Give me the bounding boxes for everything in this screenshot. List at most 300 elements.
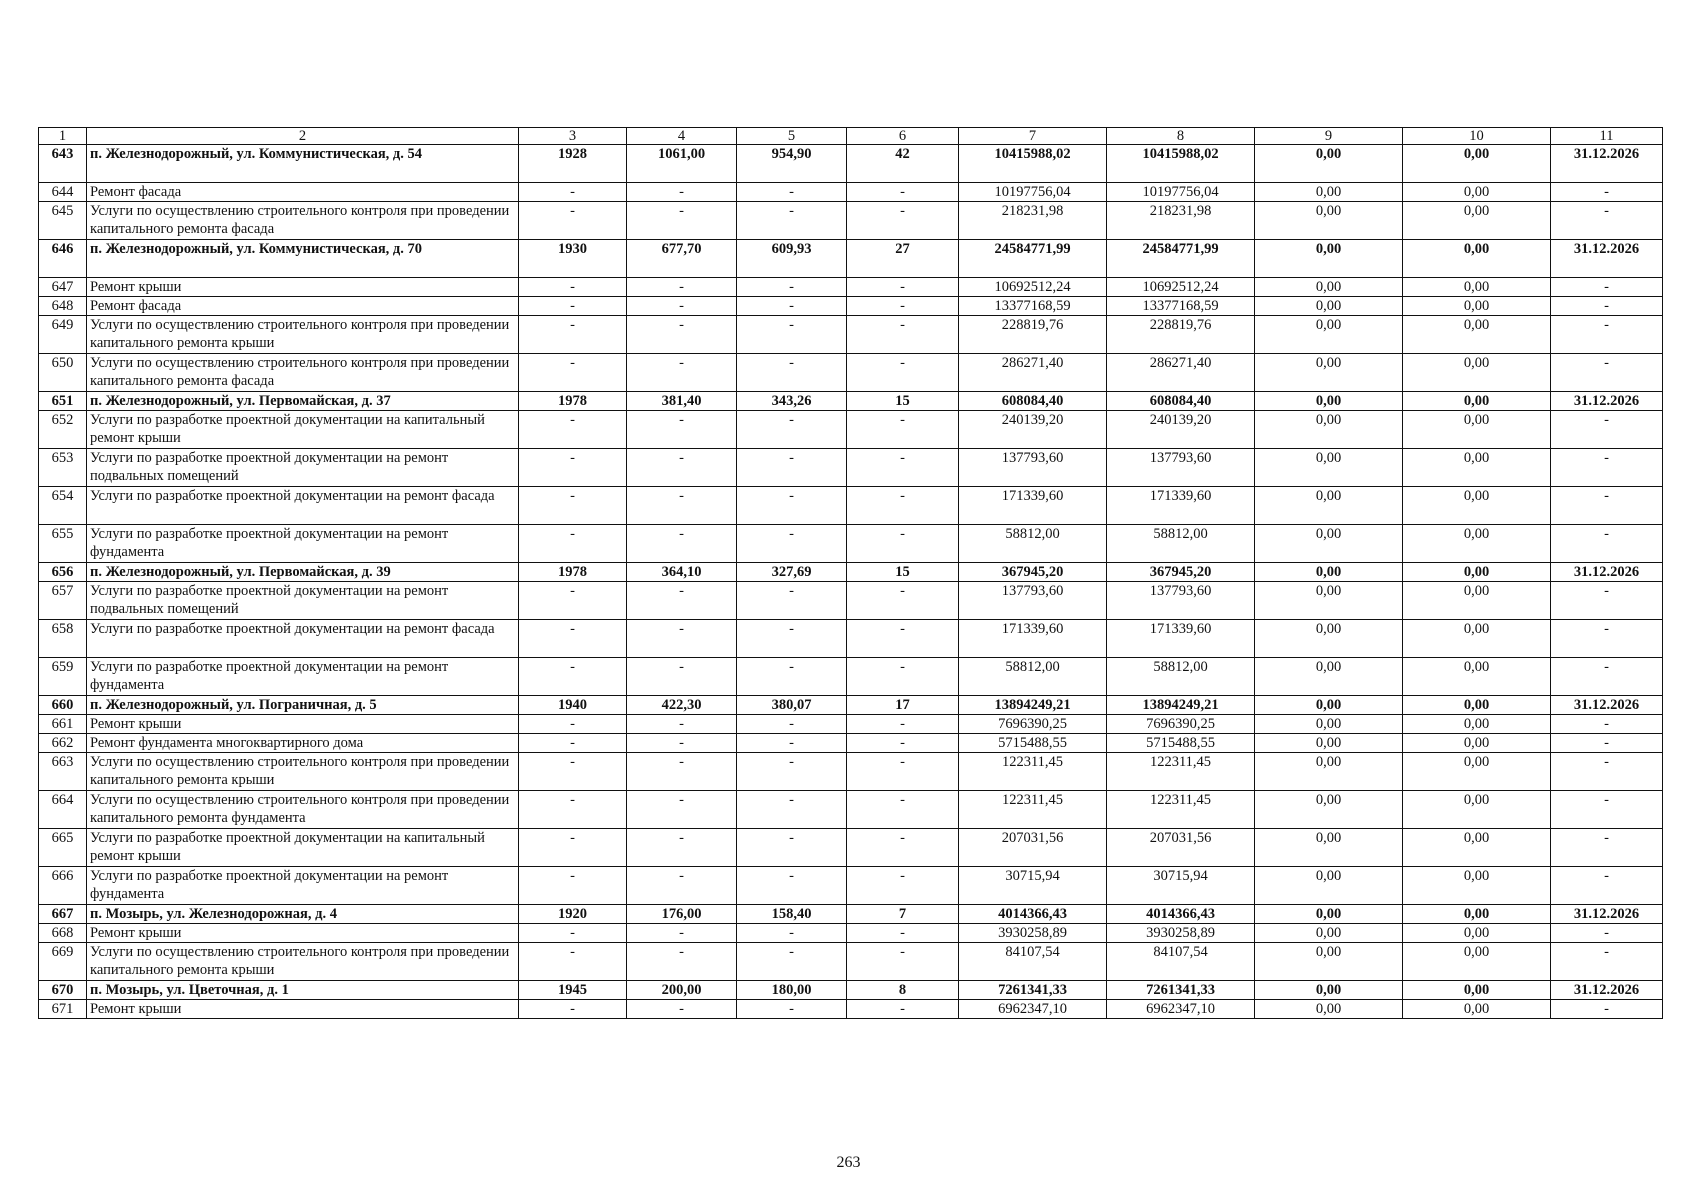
year-built: - (519, 202, 627, 240)
completion-date: - (1551, 829, 1663, 867)
completion-date: - (1551, 316, 1663, 354)
total-cost: 30715,94 (959, 867, 1107, 905)
other-cost-1: 0,00 (1255, 316, 1403, 354)
row-number: 658 (39, 620, 87, 658)
year-built: - (519, 278, 627, 297)
residents: 7 (847, 905, 959, 924)
total-area: - (627, 658, 737, 696)
other-cost-1: 0,00 (1255, 449, 1403, 487)
row-name: Услуги по разработке проектной документации на ремонт фундамента (87, 658, 519, 696)
completion-date: 31.12.2026 (1551, 905, 1663, 924)
row-name: п. Железнодорожный, ул. Коммунистическая, д. 54 (87, 145, 519, 183)
building-row (39, 392, 1663, 411)
living-area: - (737, 753, 847, 791)
total-area: - (627, 753, 737, 791)
row-number: 650 (39, 354, 87, 392)
living-area: 327,69 (737, 563, 847, 582)
completion-date: 31.12.2026 (1551, 981, 1663, 1000)
other-cost-2: 0,00 (1403, 240, 1551, 278)
living-area: 343,26 (737, 392, 847, 411)
year-built: - (519, 829, 627, 867)
column-header: 9 (1255, 128, 1403, 145)
total-cost: 367945,20 (959, 563, 1107, 582)
completion-date: - (1551, 183, 1663, 202)
column-header: 11 (1551, 128, 1663, 145)
year-built: 1928 (519, 145, 627, 183)
other-cost-1: 0,00 (1255, 145, 1403, 183)
other-cost-1: 0,00 (1255, 1000, 1403, 1019)
living-area: 609,93 (737, 240, 847, 278)
year-built: - (519, 297, 627, 316)
other-cost-2: 0,00 (1403, 411, 1551, 449)
row-name: Услуги по разработке проектной документации на капитальный ремонт крыши (87, 829, 519, 867)
living-area: - (737, 620, 847, 658)
row-number: 669 (39, 943, 87, 981)
total-cost: 84107,54 (959, 943, 1107, 981)
total-cost: 171339,60 (959, 487, 1107, 525)
total-area: 422,30 (627, 696, 737, 715)
building-row (39, 145, 1663, 183)
living-area: - (737, 715, 847, 734)
year-built: - (519, 620, 627, 658)
fund-cost: 10197756,04 (1107, 183, 1255, 202)
row-name: Услуги по осуществлению строительного контроля при проведении капитального ремонта крыши (87, 316, 519, 354)
total-area: - (627, 620, 737, 658)
other-cost-1: 0,00 (1255, 183, 1403, 202)
fund-cost: 10692512,24 (1107, 278, 1255, 297)
residents: - (847, 791, 959, 829)
year-built: - (519, 791, 627, 829)
other-cost-1: 0,00 (1255, 981, 1403, 1000)
living-area: - (737, 202, 847, 240)
row-number: 653 (39, 449, 87, 487)
other-cost-2: 0,00 (1403, 734, 1551, 753)
residents: - (847, 943, 959, 981)
other-cost-1: 0,00 (1255, 905, 1403, 924)
work-item-row (39, 487, 1663, 525)
work-item-row (39, 829, 1663, 867)
living-area: 380,07 (737, 696, 847, 715)
residents: - (847, 924, 959, 943)
column-header: 4 (627, 128, 737, 145)
fund-cost: 84107,54 (1107, 943, 1255, 981)
total-area: - (627, 791, 737, 829)
total-area: - (627, 297, 737, 316)
work-item-row (39, 525, 1663, 563)
work-item-row (39, 278, 1663, 297)
row-number: 648 (39, 297, 87, 316)
completion-date: - (1551, 715, 1663, 734)
year-built: - (519, 449, 627, 487)
row-number: 649 (39, 316, 87, 354)
fund-cost: 5715488,55 (1107, 734, 1255, 753)
other-cost-1: 0,00 (1255, 563, 1403, 582)
row-number: 645 (39, 202, 87, 240)
fund-cost: 171339,60 (1107, 620, 1255, 658)
work-item-row (39, 867, 1663, 905)
other-cost-2: 0,00 (1403, 183, 1551, 202)
other-cost-2: 0,00 (1403, 1000, 1551, 1019)
work-item-row (39, 449, 1663, 487)
completion-date: - (1551, 924, 1663, 943)
row-number: 660 (39, 696, 87, 715)
row-name: Ремонт фасада (87, 297, 519, 316)
other-cost-1: 0,00 (1255, 411, 1403, 449)
year-built: 1930 (519, 240, 627, 278)
work-item-row (39, 924, 1663, 943)
row-number: 647 (39, 278, 87, 297)
row-number: 652 (39, 411, 87, 449)
other-cost-2: 0,00 (1403, 924, 1551, 943)
total-cost: 7261341,33 (959, 981, 1107, 1000)
total-cost: 58812,00 (959, 658, 1107, 696)
living-area: - (737, 411, 847, 449)
row-name: Ремонт крыши (87, 1000, 519, 1019)
year-built: - (519, 943, 627, 981)
residents: - (847, 715, 959, 734)
living-area: - (737, 1000, 847, 1019)
other-cost-2: 0,00 (1403, 753, 1551, 791)
total-area: - (627, 278, 737, 297)
row-name: п. Мозырь, ул. Железнодорожная, д. 4 (87, 905, 519, 924)
row-name: Услуги по разработке проектной документации на капитальный ремонт крыши (87, 411, 519, 449)
other-cost-1: 0,00 (1255, 202, 1403, 240)
total-area: - (627, 525, 737, 563)
fund-cost: 7696390,25 (1107, 715, 1255, 734)
other-cost-2: 0,00 (1403, 791, 1551, 829)
year-built: 1945 (519, 981, 627, 1000)
other-cost-1: 0,00 (1255, 924, 1403, 943)
other-cost-1: 0,00 (1255, 696, 1403, 715)
total-cost: 58812,00 (959, 525, 1107, 563)
living-area: - (737, 867, 847, 905)
living-area: - (737, 487, 847, 525)
completion-date: - (1551, 449, 1663, 487)
year-built: - (519, 753, 627, 791)
year-built: - (519, 487, 627, 525)
other-cost-1: 0,00 (1255, 487, 1403, 525)
total-area: - (627, 734, 737, 753)
fund-cost: 228819,76 (1107, 316, 1255, 354)
work-item-row (39, 753, 1663, 791)
residents: - (847, 734, 959, 753)
repair-program-table (38, 127, 1663, 1019)
total-cost: 286271,40 (959, 354, 1107, 392)
other-cost-2: 0,00 (1403, 715, 1551, 734)
fund-cost: 122311,45 (1107, 753, 1255, 791)
year-built: 1978 (519, 563, 627, 582)
completion-date: 31.12.2026 (1551, 392, 1663, 411)
total-cost: 171339,60 (959, 620, 1107, 658)
total-area: - (627, 924, 737, 943)
other-cost-1: 0,00 (1255, 715, 1403, 734)
fund-cost: 7261341,33 (1107, 981, 1255, 1000)
fund-cost: 608084,40 (1107, 392, 1255, 411)
fund-cost: 137793,60 (1107, 582, 1255, 620)
work-item-row (39, 658, 1663, 696)
row-number: 651 (39, 392, 87, 411)
other-cost-1: 0,00 (1255, 753, 1403, 791)
fund-cost: 171339,60 (1107, 487, 1255, 525)
completion-date: - (1551, 582, 1663, 620)
fund-cost: 240139,20 (1107, 411, 1255, 449)
other-cost-2: 0,00 (1403, 981, 1551, 1000)
row-name: Услуги по разработке проектной документации на ремонт фасада (87, 620, 519, 658)
row-name: п. Железнодорожный, ул. Первомайская, д. 37 (87, 392, 519, 411)
living-area: 954,90 (737, 145, 847, 183)
residents: - (847, 278, 959, 297)
column-header: 3 (519, 128, 627, 145)
living-area: - (737, 829, 847, 867)
fund-cost: 4014366,43 (1107, 905, 1255, 924)
completion-date: - (1551, 202, 1663, 240)
other-cost-1: 0,00 (1255, 278, 1403, 297)
column-header: 7 (959, 128, 1107, 145)
total-area: - (627, 829, 737, 867)
row-name: Услуги по осуществлению строительного контроля при проведении капитального ремонта фасада (87, 202, 519, 240)
other-cost-2: 0,00 (1403, 278, 1551, 297)
column-header: 6 (847, 128, 959, 145)
other-cost-2: 0,00 (1403, 943, 1551, 981)
living-area: 180,00 (737, 981, 847, 1000)
year-built: - (519, 924, 627, 943)
row-number: 662 (39, 734, 87, 753)
row-name: п. Железнодорожный, ул. Пограничная, д. 5 (87, 696, 519, 715)
row-number: 654 (39, 487, 87, 525)
row-number: 655 (39, 525, 87, 563)
other-cost-2: 0,00 (1403, 145, 1551, 183)
building-row (39, 563, 1663, 582)
total-area: 381,40 (627, 392, 737, 411)
residents: - (847, 829, 959, 867)
residents: - (847, 525, 959, 563)
total-area: - (627, 449, 737, 487)
year-built: 1940 (519, 696, 627, 715)
other-cost-1: 0,00 (1255, 734, 1403, 753)
total-cost: 24584771,99 (959, 240, 1107, 278)
work-item-row (39, 354, 1663, 392)
total-area: 200,00 (627, 981, 737, 1000)
fund-cost: 6962347,10 (1107, 1000, 1255, 1019)
total-cost: 608084,40 (959, 392, 1107, 411)
row-number: 668 (39, 924, 87, 943)
table-body (39, 128, 1663, 1019)
work-item-row (39, 411, 1663, 449)
work-item-row (39, 1000, 1663, 1019)
other-cost-1: 0,00 (1255, 867, 1403, 905)
fund-cost: 10415988,02 (1107, 145, 1255, 183)
other-cost-2: 0,00 (1403, 620, 1551, 658)
row-name: Ремонт крыши (87, 715, 519, 734)
row-name: Услуги по осуществлению строительного контроля при проведении капитального ремонта крыши (87, 753, 519, 791)
fund-cost: 137793,60 (1107, 449, 1255, 487)
year-built: - (519, 582, 627, 620)
residents: - (847, 183, 959, 202)
total-area: 1061,00 (627, 145, 737, 183)
row-name: Услуги по разработке проектной документации на ремонт подвальных помещений (87, 582, 519, 620)
residents: - (847, 316, 959, 354)
work-item-row (39, 791, 1663, 829)
other-cost-2: 0,00 (1403, 829, 1551, 867)
work-item-row (39, 297, 1663, 316)
other-cost-2: 0,00 (1403, 487, 1551, 525)
living-area: - (737, 791, 847, 829)
completion-date: - (1551, 734, 1663, 753)
year-built: - (519, 658, 627, 696)
total-cost: 3930258,89 (959, 924, 1107, 943)
residents: - (847, 411, 959, 449)
work-item-row (39, 202, 1663, 240)
column-header: 10 (1403, 128, 1551, 145)
total-area: - (627, 943, 737, 981)
work-item-row (39, 715, 1663, 734)
other-cost-1: 0,00 (1255, 392, 1403, 411)
total-area: 364,10 (627, 563, 737, 582)
column-header: 8 (1107, 128, 1255, 145)
residents: - (847, 297, 959, 316)
row-number: 665 (39, 829, 87, 867)
other-cost-1: 0,00 (1255, 354, 1403, 392)
other-cost-2: 0,00 (1403, 696, 1551, 715)
building-row (39, 240, 1663, 278)
year-built: - (519, 715, 627, 734)
fund-cost: 207031,56 (1107, 829, 1255, 867)
total-cost: 10692512,24 (959, 278, 1107, 297)
completion-date: 31.12.2026 (1551, 145, 1663, 183)
total-cost: 207031,56 (959, 829, 1107, 867)
completion-date: 31.12.2026 (1551, 240, 1663, 278)
completion-date: - (1551, 278, 1663, 297)
column-header: 1 (39, 128, 87, 145)
column-header: 2 (87, 128, 519, 145)
living-area: - (737, 943, 847, 981)
row-number: 646 (39, 240, 87, 278)
completion-date: - (1551, 411, 1663, 449)
fund-cost: 218231,98 (1107, 202, 1255, 240)
completion-date: 31.12.2026 (1551, 696, 1663, 715)
other-cost-1: 0,00 (1255, 525, 1403, 563)
building-row (39, 905, 1663, 924)
living-area: - (737, 316, 847, 354)
building-row (39, 981, 1663, 1000)
work-item-row (39, 183, 1663, 202)
work-item-row (39, 943, 1663, 981)
year-built: - (519, 316, 627, 354)
other-cost-2: 0,00 (1403, 297, 1551, 316)
other-cost-2: 0,00 (1403, 316, 1551, 354)
row-name: Ремонт крыши (87, 924, 519, 943)
row-name: Услуги по осуществлению строительного контроля при проведении капитального ремонта фундамента (87, 791, 519, 829)
year-built: 1920 (519, 905, 627, 924)
row-name: Ремонт крыши (87, 278, 519, 297)
residents: - (847, 487, 959, 525)
total-cost: 13894249,21 (959, 696, 1107, 715)
row-number: 664 (39, 791, 87, 829)
total-cost: 240139,20 (959, 411, 1107, 449)
completion-date: - (1551, 867, 1663, 905)
row-number: 670 (39, 981, 87, 1000)
completion-date: - (1551, 1000, 1663, 1019)
residents: 17 (847, 696, 959, 715)
row-number: 659 (39, 658, 87, 696)
total-cost: 7696390,25 (959, 715, 1107, 734)
completion-date: - (1551, 753, 1663, 791)
other-cost-2: 0,00 (1403, 449, 1551, 487)
row-name: п. Мозырь, ул. Цветочная, д. 1 (87, 981, 519, 1000)
row-number: 666 (39, 867, 87, 905)
residents: - (847, 1000, 959, 1019)
row-number: 663 (39, 753, 87, 791)
column-number-header-row (39, 128, 1663, 145)
row-number: 644 (39, 183, 87, 202)
total-cost: 218231,98 (959, 202, 1107, 240)
other-cost-2: 0,00 (1403, 392, 1551, 411)
residents: 27 (847, 240, 959, 278)
fund-cost: 286271,40 (1107, 354, 1255, 392)
completion-date: 31.12.2026 (1551, 563, 1663, 582)
other-cost-2: 0,00 (1403, 563, 1551, 582)
other-cost-2: 0,00 (1403, 905, 1551, 924)
row-name: Услуги по разработке проектной документации на ремонт фундамента (87, 867, 519, 905)
completion-date: - (1551, 354, 1663, 392)
total-area: - (627, 183, 737, 202)
row-name: Ремонт фундамента многоквартирного дома (87, 734, 519, 753)
residents: - (847, 753, 959, 791)
total-cost: 10197756,04 (959, 183, 1107, 202)
residents: - (847, 202, 959, 240)
row-name: Услуги по осуществлению строительного контроля при проведении капитального ремонта фасада (87, 354, 519, 392)
other-cost-1: 0,00 (1255, 240, 1403, 278)
year-built: - (519, 867, 627, 905)
fund-cost: 367945,20 (1107, 563, 1255, 582)
work-item-row (39, 734, 1663, 753)
row-number: 643 (39, 145, 87, 183)
living-area: - (737, 278, 847, 297)
residents: 42 (847, 145, 959, 183)
completion-date: - (1551, 791, 1663, 829)
total-cost: 4014366,43 (959, 905, 1107, 924)
row-name: Услуги по разработке проектной документации на ремонт фасада (87, 487, 519, 525)
other-cost-1: 0,00 (1255, 943, 1403, 981)
total-area: 677,70 (627, 240, 737, 278)
other-cost-2: 0,00 (1403, 658, 1551, 696)
other-cost-2: 0,00 (1403, 582, 1551, 620)
total-cost: 13377168,59 (959, 297, 1107, 316)
total-cost: 122311,45 (959, 753, 1107, 791)
living-area: - (737, 582, 847, 620)
living-area: - (737, 924, 847, 943)
completion-date: - (1551, 620, 1663, 658)
fund-cost: 24584771,99 (1107, 240, 1255, 278)
other-cost-2: 0,00 (1403, 867, 1551, 905)
fund-cost: 58812,00 (1107, 525, 1255, 563)
building-row (39, 696, 1663, 715)
residents: 15 (847, 392, 959, 411)
completion-date: - (1551, 297, 1663, 316)
row-name: п. Железнодорожный, ул. Коммунистическая, д. 70 (87, 240, 519, 278)
year-built: - (519, 183, 627, 202)
residents: 15 (847, 563, 959, 582)
year-built: - (519, 525, 627, 563)
other-cost-1: 0,00 (1255, 620, 1403, 658)
total-cost: 10415988,02 (959, 145, 1107, 183)
row-name: Услуги по разработке проектной документации на ремонт подвальных помещений (87, 449, 519, 487)
total-area: - (627, 715, 737, 734)
other-cost-2: 0,00 (1403, 354, 1551, 392)
completion-date: - (1551, 525, 1663, 563)
living-area: 158,40 (737, 905, 847, 924)
total-area: - (627, 1000, 737, 1019)
